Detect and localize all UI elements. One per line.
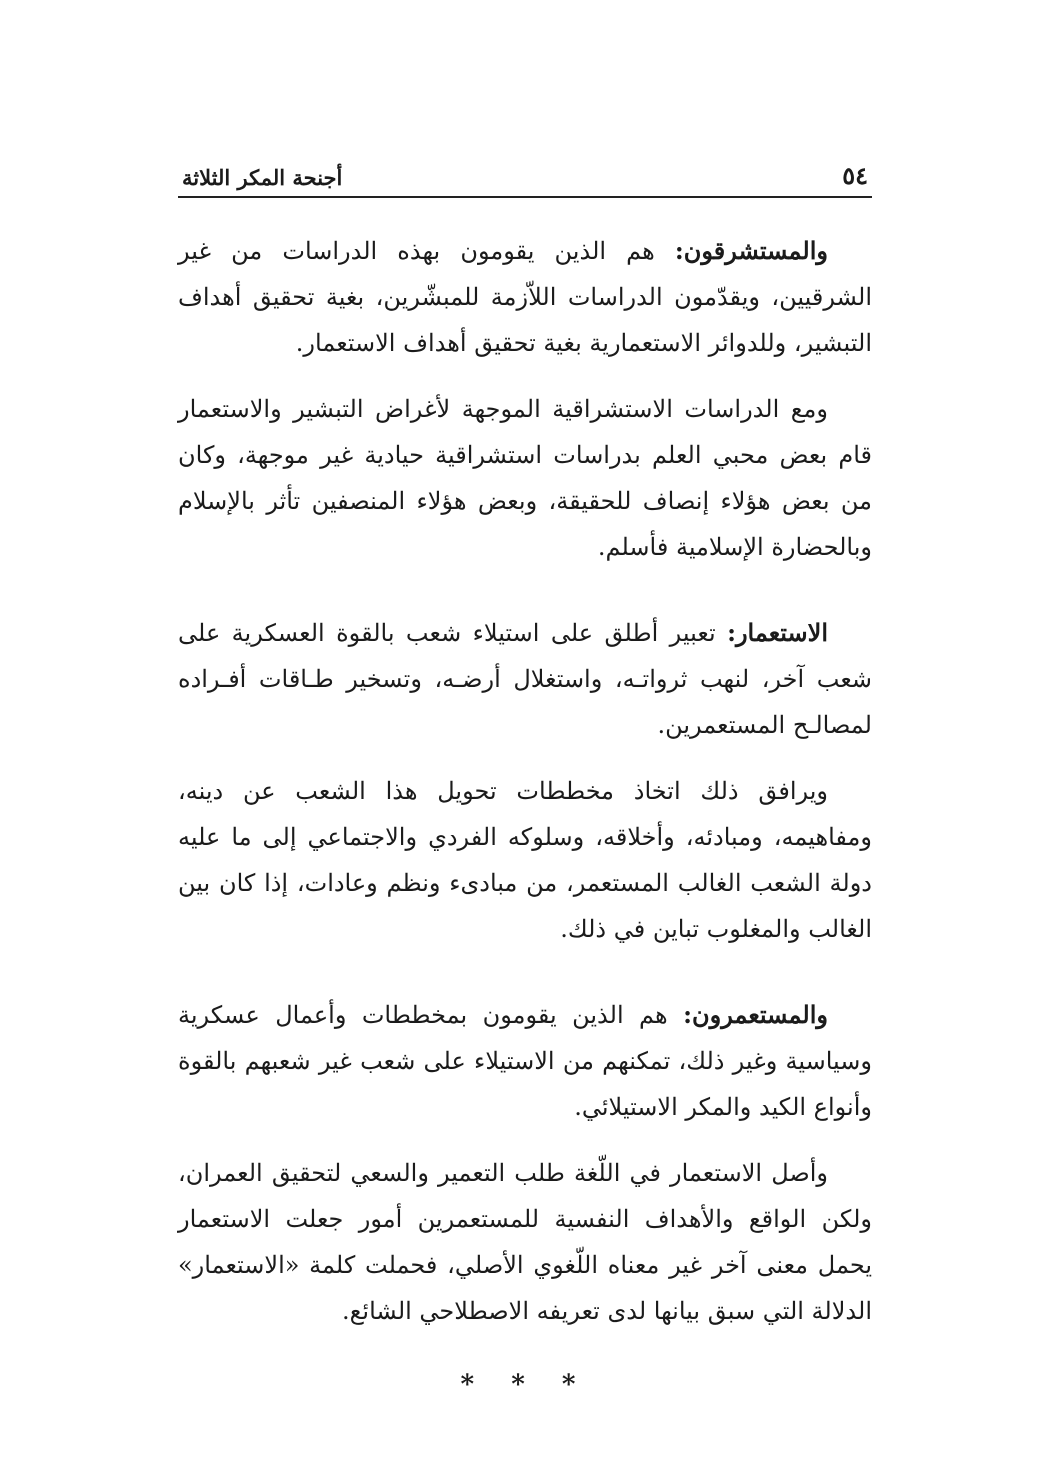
- paragraph-colonialism: [178, 610, 872, 748]
- book-title: أجنحة المكر الثلاثة: [182, 165, 343, 190]
- paragraph-neutral-studies: [178, 386, 872, 570]
- term-orientalists: والمستشرقون:: [674, 236, 828, 265]
- book-page: [178, 150, 872, 1400]
- page-number: ٥٤: [842, 161, 868, 190]
- paragraph-colonizers: [178, 992, 872, 1130]
- paragraph-orientalists: [178, 228, 872, 366]
- running-header: [178, 150, 872, 198]
- section-separator: * * *: [460, 1370, 590, 1400]
- term-colonizers: والمستعمرون:: [683, 1000, 828, 1029]
- paragraph-text: هم الذين يقومون بهذه الدراسات من غير الشرقيين، ويقدّمون الدراسات اللاّزمة للمبشّرين، بغية تحقيق أهداف التبشير، وللدوائر الاستعمارية بغية تحقيق أهداف الاستعمار.: [178, 237, 872, 357]
- paragraph-etymology: [178, 1150, 872, 1334]
- paragraph-cultural-change: [178, 768, 872, 952]
- paragraph-text: هم الذين يقومون بمخططات وأعمال عسكرية وسياسية وغير ذلك، تمكنهم من الاستيلاء على شعب غير شعبهم بالقوة وأنواع الكيد والمكر الاستيلائي.: [178, 1001, 872, 1121]
- paragraph-text: تعبير أطلق على استيلاء شعب بالقوة العسكرية على شعب آخر، لنهب ثرواتـه، واستغلال أرضـه، وتسخير طـاقات أفـراده لمصالـح المستعمرين.: [178, 619, 872, 739]
- paragraph-text: ومع الدراسات الاستشراقية الموجهة لأغراض التبشير والاستعمار قام بعض محبي العلم بدراسات استشراقية حيادية غير موجهة، وكان من بعض هؤلاء إنصاف للحقيقة، وبعض هؤلاء المنصفين تأثر بالإسلام وبالحضارة الإسلامية فأسلم.: [178, 395, 872, 561]
- paragraph-text: وأصل الاستعمار في اللّغة طلب التعمير والسعي لتحقيق العمران، ولكن الواقع والأهداف النفسية للمستعمرين أمور جعلت الاستعمار يحمل معنى آخر غير معناه اللّغوي الأصلي، فحملت كلمة «الاستعمار» الدلالة التي سبق بيانها لدى تعريفه الاصطلاحي الشائع.: [178, 1159, 872, 1325]
- paragraph-text: ويرافق ذلك اتخاذ مخططات تحويل هذا الشعب عن دينه، ومفاهيمه، ومبادئه، وأخلاقه، وسلوكه الفردي والاجتماعي إلى ما عليه دولة الشعب الغالب المستعمر، من مبادىء ونظم وعادات، إذا كان بين الغالب والمغلوب تباين في ذلك.: [178, 777, 872, 943]
- term-colonialism: الاستعمار:: [727, 618, 828, 647]
- body-text: [178, 228, 872, 1334]
